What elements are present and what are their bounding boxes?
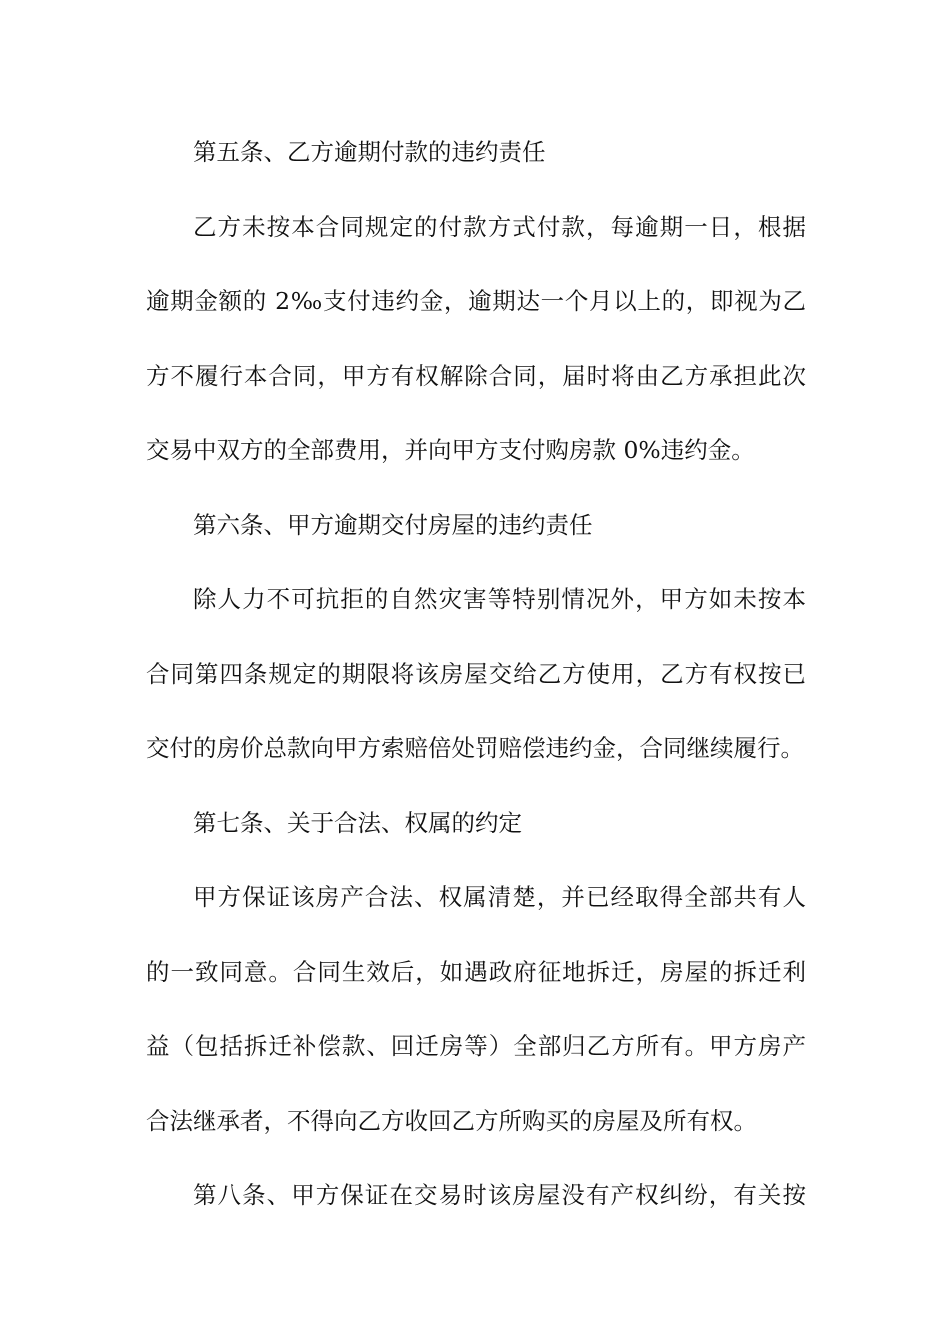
article-7-paragraph-line: 益（包括拆迁补偿款、回迁房等）全部归乙方所有。甲方房产 [146,1032,806,1060]
article-7-heading: 第七条、关于合法、权属的约定 [193,808,522,837]
article-5-paragraph-line: 交易中双方的全部费用，并向甲方支付购房款 0%违约金。 [146,436,755,464]
article-7-paragraph-line: 的一致同意。合同生效后，如遇政府征地拆迁，房屋的拆迁利 [146,957,806,986]
article-7-paragraph-line: 合法继承者，不得向乙方收回乙方所购买的房屋及所有权。 [146,1106,757,1135]
article-8-heading-line: 第八条、甲方保证在交易时该房屋没有产权纠纷，有关按 [193,1181,806,1209]
article-6-heading: 第六条、甲方逾期交付房屋的违约责任 [193,510,593,539]
article-6-paragraph-line: 交付的房价总款向甲方索赔倍处罚赔偿违约金，合同继续履行。 [146,734,804,762]
article-5-paragraph-line: 逾期金额的 2‰支付违约金，逾期达一个月以上的，即视为乙 [146,287,806,315]
article-5-heading: 第五条、乙方逾期付款的违约责任 [193,138,546,166]
article-7-paragraph-line: 甲方保证该房产合法、权属清楚，并已经取得全部共有人 [193,883,806,911]
document-body [146,130,806,1248]
article-5-paragraph-line: 方不履行本合同，甲方有权解除合同，届时将由乙方承担此次 [146,361,806,390]
article-5-paragraph-line: 乙方未按本合同规定的付款方式付款，每逾期一日，根据 [193,212,806,241]
article-6-paragraph-line: 合同第四条规定的期限将该房屋交给乙方使用，乙方有权按已 [146,659,806,688]
article-6-paragraph-line: 除人力不可抗拒的自然灾害等特别情况外，甲方如未按本 [193,585,806,613]
